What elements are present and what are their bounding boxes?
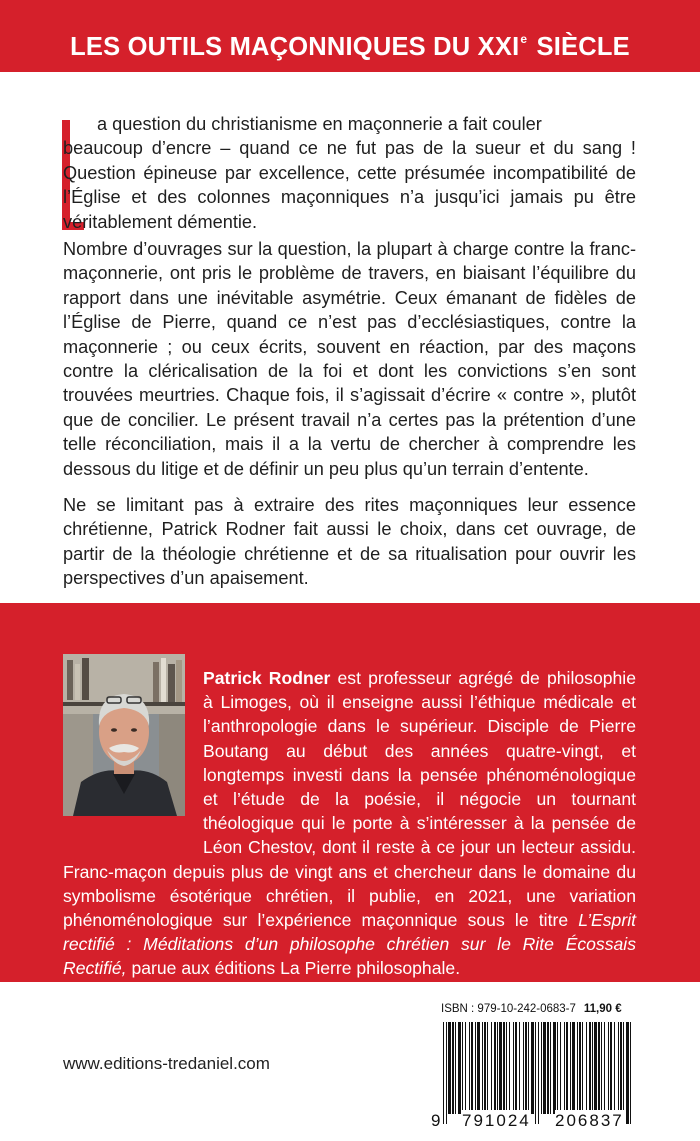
publisher-website[interactable]: www.editions-tredaniel.com [63, 1054, 270, 1073]
barcode-bar [564, 1022, 565, 1114]
author-bio: Patrick Rodner est professeur agrégé de philosophie à Limoges, où il enseigne aussi l’éthique médicale et l’anthropologie dans le supérieur. Disciple de Pierre Boutang au début des années quatre-vingt, et longtemps investi dans la pensée phénoménologique et l’étude de la poésie, il négocie un tournant théologique qui le porte à s’intéresser à la pensée de Léon Chestov, dont il reste à ce jour un lecteur assidu. Franc-maçon depuis plus de vingt ans et chercheur dans le domaine du symbolisme ésotérique chrétien, il publie, en 2021, une variation phénoménologique sur l’expérience maçonnique sous le titre L’Esprit rectifié : Méditations d’un philosophe chrétien sur le Rite Écossais Rectifié, parue aux éditions La Pierre philosophale. [63, 668, 636, 979]
barcode-bar [547, 1022, 549, 1114]
previous-book-title: L’Esprit rectifié : Méditations d’un philosophe chrétien sur le Rite Écossais Rectifié, [63, 910, 636, 979]
barcode-digit-first: 9 [431, 1111, 443, 1130]
barcode-bar [506, 1022, 507, 1114]
summary-paragraph-2: Nombre d’ouvrages sur la question, la plupart à charge contre la franc-maçonnerie, ont pris le problème de travers, en biaisant l’équilibre du rapport dans une inévitable asymétrie. Ceux émanant de fidèles de l’Église de Pierre, quand ce n’est pas d’ecclésiastiques, contre la maçonnerie ; ou ceux écrits, souvent en réaction, par des maçons contre la cléricalisation de la foi et dont les convictions s’en sont trouvées meurtries. Chaque fois, il s’agissait d’écrire « contre », plutôt que de concilier. Le présent travail n’a certes pas la prétention d’une telle réconciliation, mais il a la vertu de chercher à comprendre les dessous du litige et de définir un peu plus qu’un terrain d’entente. [63, 239, 636, 479]
barcode-bar [443, 1022, 444, 1124]
barcode-bar [462, 1022, 463, 1114]
barcode-bar [465, 1022, 466, 1114]
barcode-bar [582, 1022, 583, 1114]
barcode-bar [448, 1022, 451, 1114]
barcode-bar [608, 1022, 609, 1114]
barcode-bar [491, 1022, 492, 1114]
barcode-bar [535, 1022, 536, 1124]
barcode-bar [570, 1022, 571, 1114]
barcode-bar [620, 1022, 622, 1114]
barcode-bar [515, 1022, 517, 1114]
barcode-bar [538, 1022, 539, 1124]
barcode-bar [503, 1022, 505, 1114]
barcode-bar [446, 1022, 447, 1124]
barcode-bar [452, 1022, 454, 1114]
author-name: Patrick Rodner [203, 668, 331, 688]
barcode-bar [586, 1022, 587, 1114]
barcode-bar [482, 1022, 483, 1114]
barcode-bar [471, 1022, 473, 1114]
barcode-bar [469, 1022, 470, 1114]
barcode-bar [550, 1022, 551, 1114]
barcode-bar [589, 1022, 591, 1114]
barcode-bar [519, 1022, 520, 1114]
barcode-bar [594, 1022, 597, 1114]
barcode-bar [623, 1022, 624, 1114]
series-title: LES OUTILS MAÇONNIQUES DU XXIe SIÈCLE [70, 32, 630, 61]
barcode-bar [528, 1022, 529, 1114]
summary-paragraph-3: Ne se limitant pas à extraire des rites maçonniques leur essence chrétienne, Patrick Rodner fait aussi le choix, dans cet ouvrage, de partir de la théologie chrétienne et de sa ritualisation pour ouvrir les perspectives d’un apaisement. [63, 495, 636, 589]
barcode-bar [513, 1022, 514, 1114]
barcode-bar [560, 1022, 561, 1114]
barcode-bar [577, 1022, 578, 1114]
barcode-bar [626, 1022, 629, 1124]
barcode-bar [487, 1022, 488, 1114]
barcode-bar [566, 1022, 568, 1114]
barcode-bar [579, 1022, 581, 1114]
barcode-bar [499, 1022, 502, 1114]
barcode-bar [541, 1022, 542, 1114]
barcode-bar [592, 1022, 593, 1114]
barcode-bar [531, 1022, 534, 1114]
barcode-bar [610, 1022, 612, 1114]
price: 11,90 € [583, 1003, 622, 1015]
barcode-bar [543, 1022, 546, 1114]
barcode-bar [614, 1022, 615, 1114]
barcode-bar [509, 1022, 510, 1114]
barcode-digits-left: 791024 [462, 1111, 531, 1130]
barcode-bar [525, 1022, 527, 1114]
barcode-bar [618, 1022, 619, 1114]
barcode-bar [484, 1022, 486, 1114]
barcode-bar [458, 1022, 461, 1114]
barcode-bar [553, 1022, 556, 1114]
barcode-bar [494, 1022, 496, 1114]
barcode-bar [572, 1022, 575, 1114]
isbn-price: ISBN : 979-10-242-0683-7 11,90 € [441, 1003, 622, 1015]
barcode-bar [601, 1022, 602, 1114]
barcode-bar [477, 1022, 480, 1114]
barcode-bar [475, 1022, 476, 1114]
barcode-bar [630, 1022, 631, 1124]
barcode-bar [497, 1022, 498, 1114]
barcode-bar [523, 1022, 524, 1114]
barcode-digits-right: 206837 [555, 1111, 624, 1130]
barcode-bar [604, 1022, 605, 1114]
barcode-bar [455, 1022, 456, 1114]
barcode-bar [557, 1022, 558, 1114]
barcode-bar [598, 1022, 600, 1114]
summary-paragraph-1: a question du christianisme en maçonnerie a fait couler beaucoup d’encre – quand ce ne fut pas de la sueur et du sang ! Question épineuse par excellence, cette présumée incompatibilité de l’Église et des colonnes maçonniques n’a jusqu’ici jamais pu être véritablement démentie. [63, 114, 636, 232]
